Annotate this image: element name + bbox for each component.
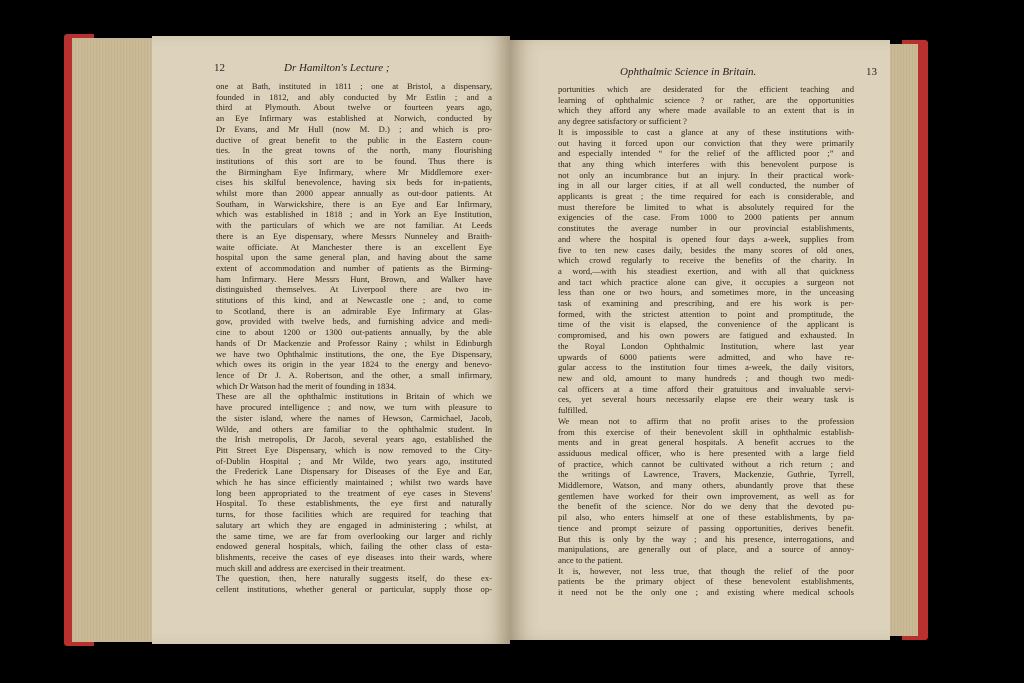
text-line: assiduous medical officer, who is here presented with a large field xyxy=(558,447,854,458)
text-line: salutary art which they are engaged in administering ; whilst, at xyxy=(216,519,492,530)
text-line: cellent institutions, whether general or particular, supply those op- xyxy=(216,584,492,595)
text-line: third at Plymouth. About twelve or fourteen years ago, xyxy=(216,102,492,113)
text-line: ments and in great general hospitals. A benefit accrues to the xyxy=(558,437,854,448)
text-line: much skill and address are exercised in their treatment. xyxy=(216,562,406,573)
text-line: cine to about 1200 or 1300 out-patients annually, by the able xyxy=(216,327,492,338)
text-line: not only an incumbrance but an injury. In their practical work- xyxy=(558,169,854,180)
text-line: distinguished themselves. At Liverpool there are two in- xyxy=(216,284,492,295)
text-line: and where the hospital is opened four days a-week, supplies from xyxy=(558,233,854,244)
text-line: the Frederick Lane Dispensary for Diseases of the Eye and Ear, xyxy=(216,466,492,477)
text-line: which owes its origin in the year 1824 to the energy and benevo- xyxy=(216,359,492,370)
text-line: the sister island, where the names of Hewson, Carmichael, Jacob, xyxy=(216,412,492,423)
left-page xyxy=(152,36,510,644)
text-line: the benefit of the science. Nor do we deny that the devoted pu- xyxy=(558,501,854,512)
text-line: founded in 1812, and ably conducted by Mr Estlin ; and a xyxy=(216,91,492,102)
page-edges-right xyxy=(888,44,918,636)
text-line: one at Bath, instituted in 1811 ; one at Bristol, a dispensary, xyxy=(216,81,492,91)
text-line: new and old, amount to many hundreds ; and though two medi- xyxy=(558,372,854,383)
text-line: time of the visit is elapsed, the convenience of the applicant is xyxy=(558,319,854,330)
page-edges-left xyxy=(72,38,156,642)
text-line: which Dr Watson had the merit of founding in 1834. xyxy=(216,380,397,391)
text-line: task of examining and prescribing, and ere his work is per- xyxy=(558,298,854,309)
text-line: less than one or two hours, and sometimes more, in the unceasing xyxy=(558,287,854,298)
text-line: the writings of Lawrence, Travers, Mackenzie, Guthrie, Tyrrell, xyxy=(558,469,854,480)
text-line: with the particulars of which we are not familiar. At Leeds xyxy=(216,220,492,231)
text-line: and especially intended “ for the relief of the afflicted poor ;” and xyxy=(558,148,854,159)
text-line: which they afford any where made available to an extent that is in xyxy=(558,105,854,116)
text-line: The question, then, here naturally suggests itself, do these ex- xyxy=(216,573,492,584)
text-line: lence of Dr J. A. Robertson, and the other, a small infirmary, xyxy=(216,369,492,380)
text-line: Pitt Street Eye Dispensary, which is now removed to the City- xyxy=(216,444,492,455)
text-line: institutions of this sort are to be found. Thus there is xyxy=(216,155,492,166)
text-line: gular access to the institution four times a-week, the daily visitors, xyxy=(558,362,854,373)
text-line: ces, yet several hours necessarily elapse ere their weary task is xyxy=(558,394,854,405)
text-line: which he has since efficiently maintained ; whilst two wards have xyxy=(216,477,492,488)
text-line: must therefore be limited to what is absolutely required for the xyxy=(558,201,854,212)
text-line: to Scotland, there is an admirable Eye Infirmary at Glas- xyxy=(216,305,492,316)
text-line: which was established in 1818 ; and in York an Eye Institution, xyxy=(216,209,492,220)
text-line: tience and prompt seizure of passing opportunities, derives benefit. xyxy=(558,522,854,533)
text-line: it need not be the only one ; and existing where medical schools xyxy=(558,587,854,598)
text-line: ing in all our larger cities, if at all well conducted, the number of xyxy=(558,180,854,191)
page-number: 12 xyxy=(214,62,225,74)
text-line: any degree satisfactory or sufficient ? xyxy=(558,116,687,127)
text-line: Dr Evans, and Mr Hull (now M. D.) ; and which is pro- xyxy=(216,123,492,134)
text-line: blishments, receive the cases of eye diseases into their wards, where xyxy=(216,551,492,562)
text-line: But this is only by the way ; and his presence, interrogations, and xyxy=(558,533,854,544)
text-line: It is, however, not less true, that though the relief of the poor xyxy=(558,565,854,576)
text-line: manipulations, are generally out of place, and a source of annoy- xyxy=(558,544,854,555)
text-line: the Irish metropolis, Dr Jacob, several years ago, established the xyxy=(216,434,492,445)
text-line: and tact which practice alone can give, it occupies a surgeon not xyxy=(558,276,854,287)
open-book xyxy=(64,34,928,646)
running-head: Ophthalmic Science in Britain. xyxy=(620,66,757,78)
text-line: we have two Ophthalmic institutions, the one, the Eye Dispensary, xyxy=(216,348,492,359)
text-line: It is impossible to cast a glance at any of these institutions with- xyxy=(558,126,854,137)
text-line: long been appropriated to the treatment of eye cases in Stevens' xyxy=(216,487,492,498)
text-line: from this exercise of their benevolent skill in ophthalmic establish- xyxy=(558,426,854,437)
text-line: whilst more than 2000 appear annually as out-door patients. At xyxy=(216,188,492,199)
left-page-body xyxy=(216,81,492,595)
text-line: gentlemen have worked for their own improvement, as well as for xyxy=(558,490,854,501)
text-line: We mean not to affirm that no profit arises to the profession xyxy=(558,415,854,426)
text-line: an Eye Infirmary was established at Norwich, conducted by xyxy=(216,113,492,124)
page-number: 13 xyxy=(866,66,877,78)
text-line: gow, provided with twelve beds, and furnishing advice and medi- xyxy=(216,316,492,327)
right-page-body xyxy=(558,84,854,598)
text-line: formed, with the strictest attention to point and promptitude, the xyxy=(558,308,854,319)
text-line: have procured intelligence ; and now, we turn with pleasure to xyxy=(216,402,492,413)
text-line: compromised, and his own powers are fatigued and exhausted. In xyxy=(558,330,854,341)
text-line: hospital upon the same general plan, and having about the same xyxy=(216,252,492,263)
text-line: endowed general hospitals, which, failing the other class of esta- xyxy=(216,541,492,552)
text-line: there is an Eye dispensary, where Messrs Nunneley and Braith- xyxy=(216,230,492,241)
text-line: These are all the ophthalmic institutions in Britain of which we xyxy=(216,391,492,402)
text-line: the Royal London Ophthalmic Institution, where last year xyxy=(558,340,854,351)
text-line: Southam, in Warwickshire, there is an Eye and Ear Infirmary, xyxy=(216,198,492,209)
text-line: of practice, which cannot be cultivated without a rich return ; and xyxy=(558,458,854,469)
text-line: which crowd regularly to receive the benefits of the charity. In xyxy=(558,255,854,266)
text-line: extent of accommodation and number of patients as the Birming- xyxy=(216,262,492,273)
text-line: exigencies of the case. From 1000 to 2000 patients per annum xyxy=(558,212,854,223)
text-line: the same time, we are far from overlooking our larger and richly xyxy=(216,530,492,541)
text-line: pil also, who enters himself at one of these establishments, by pa- xyxy=(558,512,854,523)
text-line: ties. In the great towns of the north, many flourishing xyxy=(216,145,492,156)
text-line: waite officiate. At Manchester there is an excellent Eye xyxy=(216,241,492,252)
text-line: that any thing which interferes with this benevolent purpose is xyxy=(558,158,854,169)
text-line: portunities which are desiderated for the efficient teaching and xyxy=(558,84,854,94)
text-line: out having it forced upon our conviction that they were primarily xyxy=(558,137,854,148)
text-line: fulfilled. xyxy=(558,405,588,416)
text-line: stitutions of this kind, and at Newcastle one ; and, to come xyxy=(216,295,492,306)
running-head: Dr Hamilton's Lecture ; xyxy=(284,62,390,74)
text-line: applicants is great ; the time required for each is considerable, and xyxy=(558,191,854,202)
text-line: cises his skilful benevolence, having six beds for in-patients, xyxy=(216,177,492,188)
text-line: Hospital. To these establishments, the eye first and naturally xyxy=(216,498,492,509)
text-line: turns, for those facilities which are required for teaching that xyxy=(216,509,492,520)
text-line: cal officers at a time afford their gratuitous and invaluable servi- xyxy=(558,383,854,394)
text-line: Middlemore, Watson, and many others, abundantly prove that these xyxy=(558,480,854,491)
text-line: upwards of 6000 patients were admitted, and who have re- xyxy=(558,351,854,362)
text-line: of-Dublin Hospital ; and Mr Wilde, two years ago, instituted xyxy=(216,455,492,466)
text-line: ductive of great benefit to the public in the Eastern coun- xyxy=(216,134,492,145)
text-line: the Birmingham Eye Infirmary, where Mr Middlemore exer- xyxy=(216,166,492,177)
text-line: Wilde, and others are familiar to the ophthalmic student. In xyxy=(216,423,492,434)
text-line: a word,—with his steadiest exertion, and with all that quickness xyxy=(558,265,854,276)
text-line: ance to the patient. xyxy=(558,554,623,565)
right-page xyxy=(510,40,890,640)
text-line: patients be the primary object of these benevolent establishments, xyxy=(558,576,854,587)
text-line: learning of ophthalmic science ? or rather, are the opportunities xyxy=(558,94,854,105)
text-line: constitutes the average number in our provincial establishments, xyxy=(558,223,854,234)
text-line: hands of Dr Mackenzie and Professor Rainy ; whilst in Edinburgh xyxy=(216,337,492,348)
text-line: ham Infirmary. Here Messrs Hunt, Brown, and Walker have xyxy=(216,273,492,284)
text-line: five to ten new cases daily, besides the many scores of old ones, xyxy=(558,244,854,255)
